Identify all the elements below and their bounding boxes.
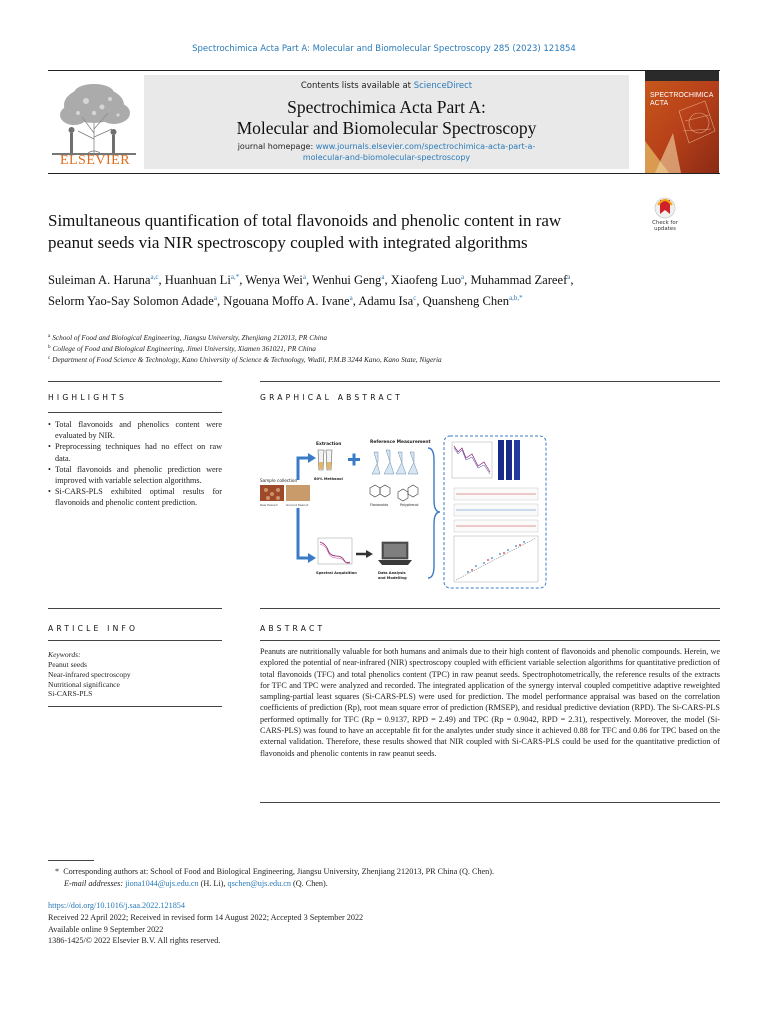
author-affiliation-mark[interactable]: a: [213, 294, 217, 302]
corresponding-mark: *: [55, 867, 60, 876]
divider: [260, 640, 720, 641]
highlight-item: • Si-CARS-PLS exhibited optimal results for flavonoids and phenolic content prediction.: [48, 486, 222, 508]
divider: [260, 802, 720, 803]
affiliation-list: [48, 332, 728, 365]
author-separator: ,: [216, 294, 224, 308]
ga-ground-label: Ground Peanut: [286, 503, 309, 507]
received-dates: Received 22 April 2022; Received in revised form 14 August 2022; Accepted 3 September 2022: [48, 912, 364, 922]
affiliation-item: [48, 354, 728, 365]
author-affiliation-mark[interactable]: a,*: [230, 273, 240, 281]
divider: [48, 608, 222, 609]
affiliation-item: [48, 332, 728, 343]
author-affiliation-mark[interactable]: c: [413, 294, 417, 302]
highlight-item: • Total flavonoids and phenolics content were evaluated by NIR.: [48, 419, 222, 441]
divider: [48, 412, 222, 413]
email-label: E-mail addresses:: [64, 879, 124, 888]
ga-polyphenol-label: Polyphenol: [400, 503, 419, 507]
footnotes: [48, 866, 728, 890]
author-name[interactable]: Ngouana Moffo A. Ivane: [223, 294, 350, 308]
email-link-li[interactable]: jiona1044@ujs.edu.cn: [125, 879, 199, 888]
article-title-line1: Simultaneous quantification of total flavonoids and phenolic content in raw: [48, 211, 562, 230]
affiliation-text: School of Food and Biological Engineering, Jiangsu University, Zhenjiang 212013, PR China: [52, 333, 328, 342]
divider: [260, 608, 720, 609]
author-separator: ,: [384, 273, 391, 287]
keyword-item: Si-CARS-PLS: [48, 689, 93, 699]
author-name[interactable]: Selorm Yao-Say Solomon Adade: [48, 294, 214, 308]
ga-methanol-label: 80% Methanol: [314, 477, 343, 481]
divider: [260, 381, 720, 382]
ga-analysis-label-1: Data Analysis: [378, 571, 406, 575]
author-name[interactable]: Adamu Isa: [358, 294, 414, 308]
author-separator: ,: [239, 273, 246, 287]
keyword-item: Peanut seeds: [48, 660, 88, 669]
affiliation-text: College of Food and Biological Engineering, Jimei University, Xiamen 361021, PR China: [52, 344, 316, 353]
affiliation-text: Department of Food Science & Technology, Kano University of Science & Technology, Wudil, P.M.B 3244 Kano, Kano State, Nigeria: [52, 355, 442, 364]
ga-sample-label: Sample collection: [260, 478, 298, 483]
article-title: [48, 210, 648, 254]
journal-homepage: [144, 141, 629, 163]
ga-spectral-label: Spectral Acquisition: [316, 571, 357, 575]
author-separator: ,: [570, 273, 574, 287]
journal-title: [144, 97, 629, 139]
author-affiliation-mark[interactable]: a: [349, 294, 353, 302]
graphical-abstract-heading: GRAPHICAL ABSTRACT: [260, 393, 404, 402]
journal-title-line1: Spectrochimica Acta Part A:: [287, 97, 486, 117]
ga-reference-label: Reference Measurement: [370, 440, 431, 445]
homepage-prefix: journal homepage:: [237, 142, 316, 151]
copyright: 1386-1425/© 2022 Elsevier B.V. All rights reserved.: [48, 936, 221, 946]
author-name[interactable]: Suleiman A. Haruna: [48, 273, 151, 287]
author-separator: ,: [416, 294, 423, 308]
graphical-abstract-figure: [258, 432, 548, 594]
article-title-line2: peanut seeds via NIR spectroscopy coupled with integrated algorithms: [48, 233, 528, 252]
journal-title-line2: Molecular and Biomolecular Spectroscopy: [236, 118, 537, 138]
cover-title-line1: SPECTROCHIMICA: [650, 92, 714, 99]
author-name[interactable]: Xiaofeng Luo: [390, 273, 462, 287]
elsevier-wordmark[interactable]: ELSEVIER: [59, 153, 131, 168]
author-separator: ,: [158, 273, 165, 287]
highlights-heading: HIGHLIGHTS: [48, 393, 128, 402]
author-list: [48, 268, 608, 310]
affiliation-mark: c: [48, 356, 51, 361]
author-name[interactable]: Quansheng Chen: [422, 294, 510, 308]
author-name[interactable]: Muhammad Zareef: [470, 273, 568, 287]
author-affiliation-mark[interactable]: a: [302, 273, 306, 281]
author-affiliation-mark[interactable]: a: [381, 273, 385, 281]
author-name[interactable]: Huanhuan Li: [164, 273, 231, 287]
article-meta: [48, 900, 728, 947]
author-affiliation-mark[interactable]: a,c: [150, 273, 159, 281]
footnote-divider: [48, 860, 94, 861]
highlight-item: • Preprocessing techniques had no effect on raw data.: [48, 441, 222, 463]
ga-extraction-label: Extraction: [316, 442, 342, 447]
homepage-link-line1[interactable]: www.journals.elsevier.com/spectrochimica-acta-part-a-: [315, 142, 536, 151]
email-li-name: (H. Li),: [198, 879, 228, 888]
author-separator: ,: [464, 273, 471, 287]
affiliation-item: [48, 343, 728, 354]
ga-analysis-label-2: and Modelling: [378, 576, 407, 580]
author-separator: ,: [352, 294, 359, 308]
keyword-item: Nutritional significance: [48, 679, 120, 689]
highlight-item: • Total flavonoids and phenolic prediction were improved with variable selection algorithms.: [48, 464, 222, 486]
keyword-list: [48, 660, 131, 699]
author-affiliation-mark[interactable]: a,b,*: [509, 294, 523, 302]
email-link-chen[interactable]: qschen@ujs.edu.cn: [227, 879, 291, 888]
author-affiliation-mark[interactable]: a: [461, 273, 465, 281]
divider: [48, 706, 222, 707]
homepage-link-line2[interactable]: molecular-and-biomolecular-spectroscopy: [302, 153, 471, 162]
journal-cover-image[interactable]: [645, 71, 719, 173]
affiliation-mark: b: [48, 345, 51, 350]
ga-raw-label: Raw Peanut: [260, 503, 278, 507]
divider: [48, 381, 222, 382]
crossmark-label-line1: Check for: [652, 220, 678, 226]
contents-line: [144, 81, 629, 91]
doi-link[interactable]: https://doi.org/10.1016/j.saa.2022.121854: [48, 901, 185, 910]
journal-info-box: [144, 75, 629, 169]
check-for-updates-icon[interactable]: [646, 196, 684, 234]
journal-header: [48, 70, 720, 174]
divider: [48, 640, 222, 641]
corresponding-author-note: Corresponding authors at: School of Food and Biological Engineering, Jiangsu University, Zhenjiang 212013, PR China (Q. Chen).: [63, 867, 495, 876]
affiliation-mark: a: [48, 334, 51, 339]
author-name[interactable]: Wenhui Geng: [312, 273, 382, 287]
sciencedirect-link[interactable]: ScienceDirect: [413, 81, 473, 91]
email-chen-name: (Q. Chen).: [290, 879, 328, 888]
journal-reference-link[interactable]: Spectrochimica Acta Part A: Molecular and Biomolecular Spectroscopy 285 (2023) 121854: [192, 44, 576, 54]
author-separator: ,: [305, 273, 313, 287]
author-affiliation-mark[interactable]: a: [567, 273, 571, 281]
cover-title-line2: ACTA: [650, 100, 669, 107]
crossmark-label-line2: updates: [654, 226, 676, 232]
keywords-label: Keywords:: [48, 650, 81, 659]
available-online: Available online 9 September 2022: [48, 924, 164, 934]
abstract-text: Peanuts are nutritionally valuable for both humans and animals due to their high content of flavonoids and phenolic compounds. Herein, we explored the potential of near-infrared (NIR) spectroscopy coupled with efficient variable selection algorithms for quantitative prediction of total flavonoids (TFC) and total phenolics content (TPC) in raw peanut seeds. Spectrophotometrically, the reference results of the extracts for TFC and TPC were analyzed and recorded. The integrated application of the synergy interval coupled competitive adaptive reweighted sampling-partial least squares (Si-CARS-PLS) were used for prediction. The model performance appraisal was based on the correlation coefficients of prediction (Rp), root mean square error of prediction (RMSEP), and residual predictive deviation (RPD). The Si-CARS-PLS performed optimally for TFC (Rp = 0.9137, RPD = 2.49) and TPC (Rp = 0.9042, RPD = 2.31), respectively. Moreover, the model (Si-CARS-PLS) was found to have an acceptable fit for the analytes under study since it achieved 0.88 for TFC and 0.86 for TPC based on the external validation. Therefore, these results showed that NIR coupled with Si-CARS-PLS could be used for the quantitative prediction of flavonoids and phenolic contents in raw peanut seeds.: [260, 647, 720, 758]
author-name[interactable]: Wenya Wei: [245, 273, 303, 287]
abstract-heading: ABSTRACT: [260, 624, 326, 633]
keyword-item: Near-infrared spectroscopy: [48, 669, 131, 679]
ga-flavonoids-label: Flavonoids: [370, 503, 389, 507]
contents-prefix: Contents lists available at: [300, 81, 414, 91]
article-info-heading: ARTICLE INFO: [48, 624, 139, 633]
highlights-list: [48, 419, 222, 509]
